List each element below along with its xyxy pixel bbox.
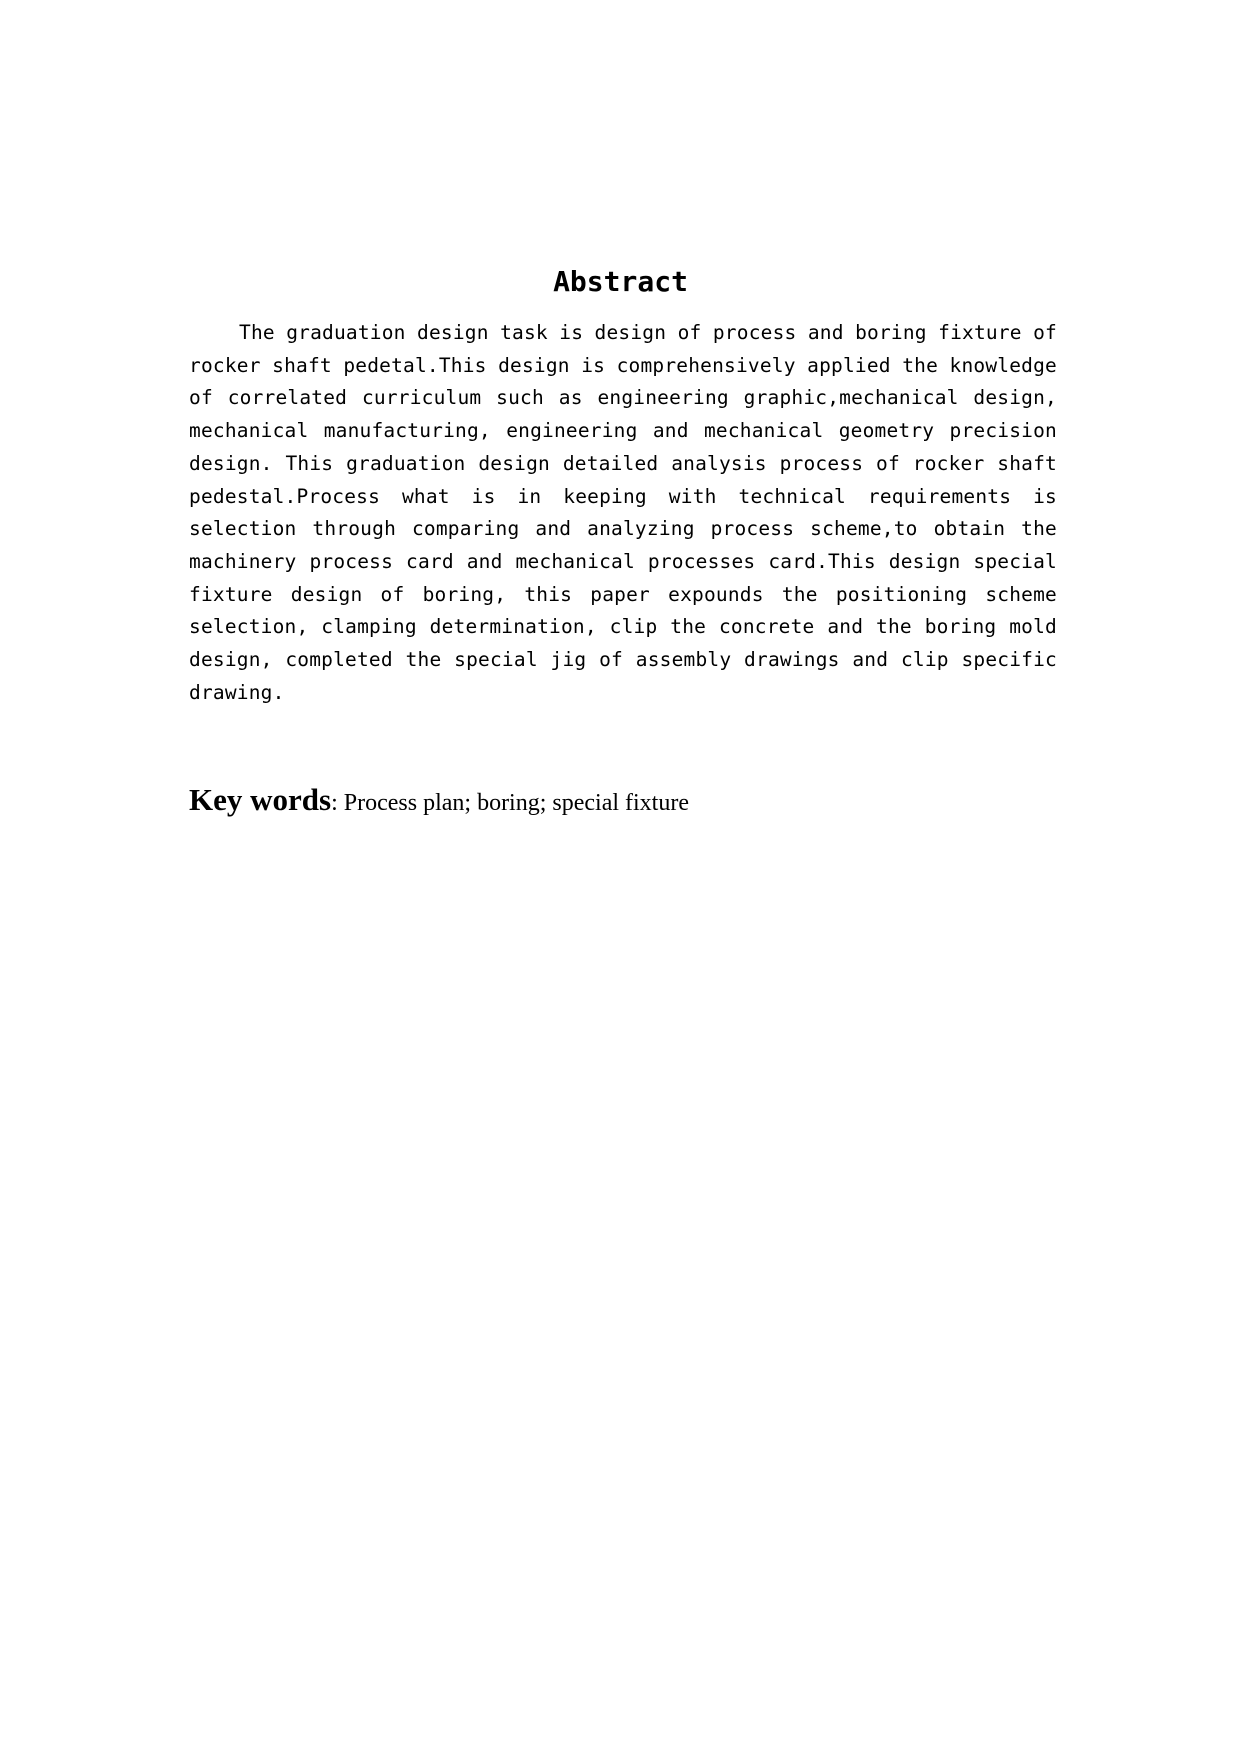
keywords-line <box>189 782 689 818</box>
keywords-separator: : <box>331 790 338 816</box>
abstract-paragraph: The graduation design task is design of process and boring fixture of rocker shaft pedetal.This design is comprehensively applied the knowledge of correlated curriculum such as engineering graphic,mechanical design, mechanical manufacturing, engineering and mechanical geometry precision design. This graduation design detailed analysis process of rocker shaft pedestal.Process what is in keeping with technical requirements is selection through comparing and analyzing process scheme,to obtain the machinery process card and mechanical processes card.This design special fixture design of boring, this paper expounds the positioning scheme selection, clamping determination, clip the concrete and the boring mold design, completed the special jig of assembly drawings and clip specific drawing. <box>189 321 1057 704</box>
keywords-label: Key words <box>189 782 332 817</box>
abstract-heading: Abstract <box>553 265 688 298</box>
keywords-value: Process plan; boring; special fixture <box>337 790 689 816</box>
